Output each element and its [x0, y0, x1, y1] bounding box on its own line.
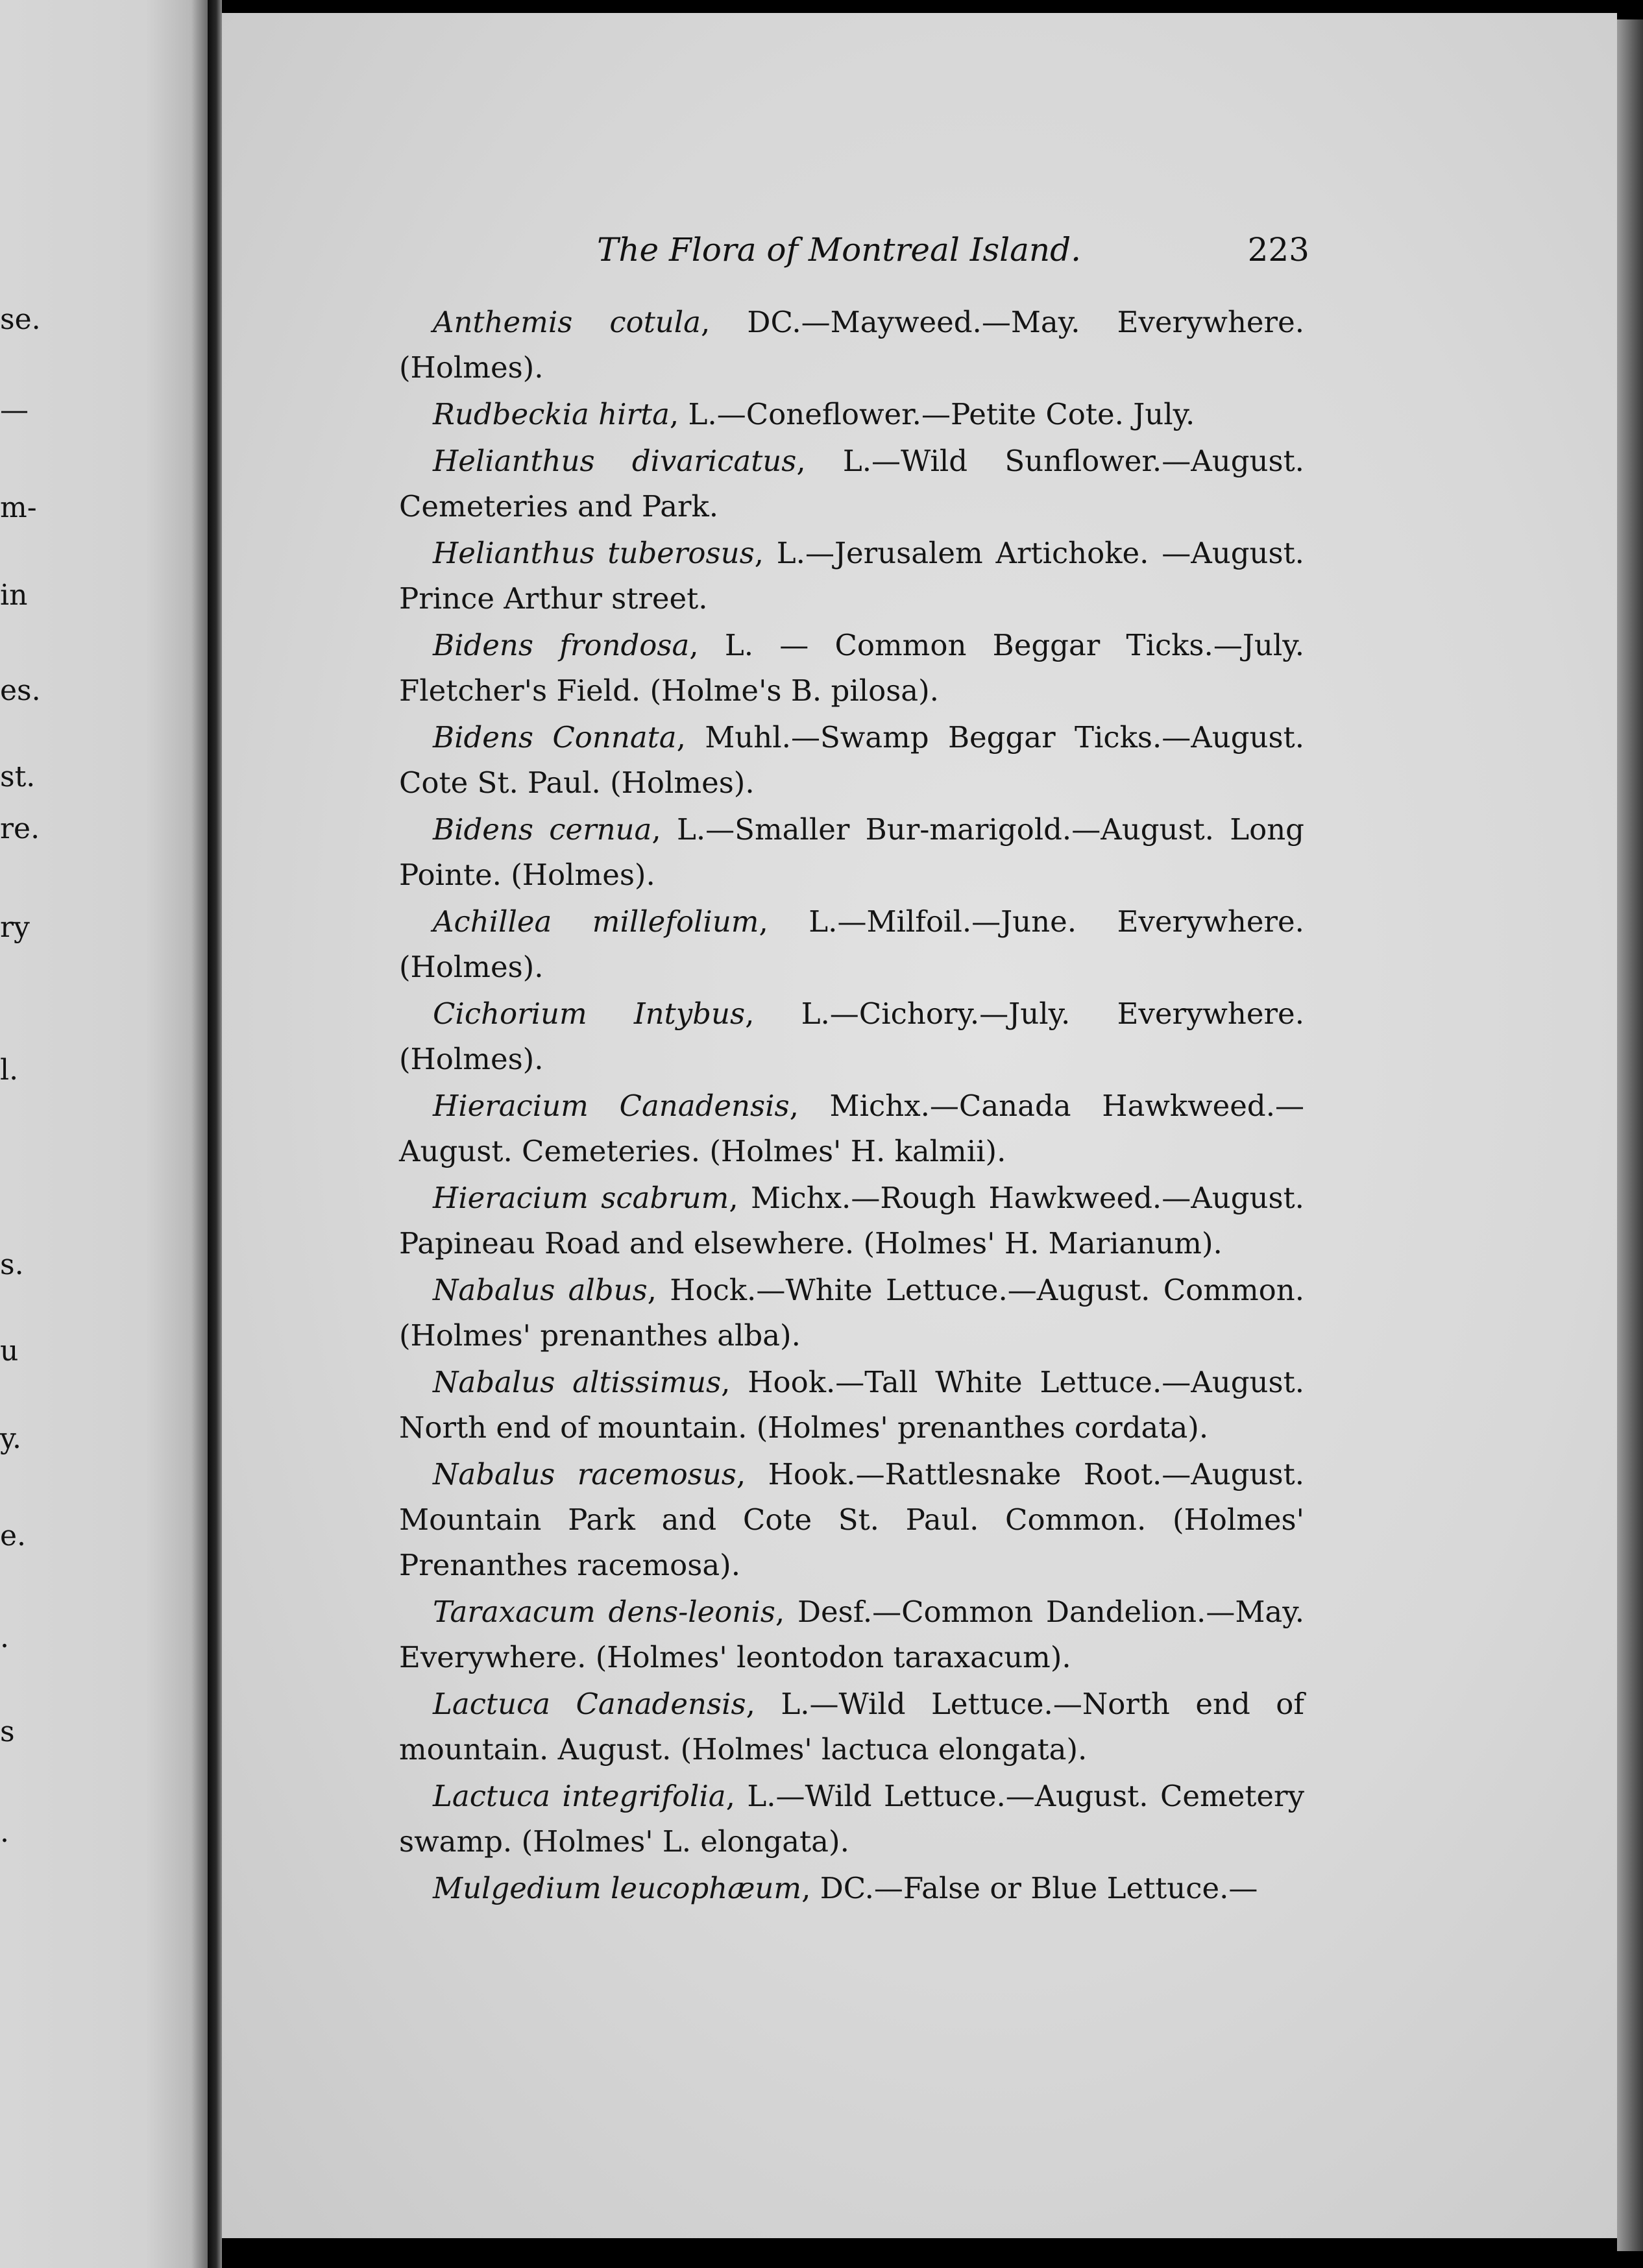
- species-description: , L.—Jerusalem Artichoke. —August. Prince Arthur street.: [399, 536, 1304, 616]
- species-description: , L.—Wild Lettuce.—August. Cemetery swamp. (Holmes' L. elongata).: [399, 1779, 1304, 1859]
- species-entry: [399, 1083, 1304, 1174]
- species-name: Achillea millefolium: [433, 904, 759, 939]
- species-entry: [399, 807, 1304, 898]
- species-list: [399, 300, 1304, 1912]
- species-name: Cichorium Intybus: [433, 996, 746, 1031]
- species-name: Rudbeckia hirta: [433, 397, 670, 431]
- page-edge-shadow: [1617, 19, 1643, 2251]
- species-entry: [399, 1774, 1304, 1864]
- species-description: , Desf.—Common Dandelion.—May. Everywhere. (Holmes' leontodon taraxacum).: [399, 1595, 1305, 1674]
- running-title: The Flora of Montreal Island.: [597, 231, 1082, 269]
- species-entry: [399, 991, 1304, 1082]
- facing-page-fragment: re.: [0, 812, 40, 845]
- species-entry: [399, 1176, 1304, 1266]
- species-name: Bidens cernua: [433, 812, 652, 847]
- facing-page-fragment: ry: [0, 911, 30, 944]
- species-entry: [399, 531, 1304, 621]
- facing-page-fragment: st.: [0, 760, 36, 793]
- species-entry: [399, 1452, 1304, 1588]
- species-description: , Michx.—Rough Hawkweed.—August. Papineau Road and elsewhere. (Holmes' H. Marianum).: [399, 1181, 1304, 1261]
- species-entry: [399, 392, 1304, 437]
- facing-page-fragment: y.: [0, 1422, 21, 1455]
- species-description: , L.—Smaller Bur-marigold.—August. Long Pointe. (Holmes).: [399, 812, 1304, 892]
- facing-page-fragment: es.: [0, 674, 41, 707]
- species-entry: [399, 715, 1304, 806]
- species-description: , DC.—False or Blue Lettuce.—: [801, 1871, 1258, 1905]
- facing-page-fragment: s.: [0, 1248, 24, 1281]
- facing-page-fragment: e.: [0, 1519, 27, 1552]
- species-name: Helianthus tuberosus: [433, 536, 755, 570]
- species-name: Bidens Connata: [433, 720, 677, 754]
- species-name: Anthemis cotula: [433, 305, 701, 339]
- species-entry: [399, 300, 1304, 391]
- species-name: Taraxacum dens-leonis: [433, 1595, 775, 1629]
- species-description: , L.—Wild Lettuce.—North end of mountain. August. (Holmes' lactuca elongata).: [399, 1687, 1304, 1767]
- facing-page-fragment: .: [0, 1816, 9, 1849]
- species-entry: [399, 899, 1304, 990]
- facing-page-fragment: l.: [0, 1054, 19, 1087]
- facing-page-fragment: s: [0, 1715, 15, 1748]
- species-entry: [399, 1268, 1304, 1358]
- species-description: , L.—Cichory.—July. Everywhere. (Holmes).: [399, 996, 1304, 1076]
- species-name: Lactuca integrifolia: [433, 1779, 726, 1813]
- species-description: , DC.—Mayweed.—May. Everywhere. (Holmes).: [399, 305, 1304, 385]
- species-name: Lactuca Canadensis: [433, 1687, 746, 1721]
- facing-page-fragment: in: [0, 579, 28, 612]
- species-description: , L.—Wild Sunflower.—August. Cemeteries and Park.: [399, 444, 1304, 524]
- page-number: 223: [1247, 231, 1309, 269]
- species-description: , L.—Coneflower.—Petite Cote. July.: [669, 397, 1195, 431]
- species-description: , Hook.—Tall White Lettuce.—August. North end of mountain. (Holmes' prenanthes cordata).: [399, 1365, 1304, 1445]
- facing-page-fragment: m-: [0, 491, 37, 524]
- facing-page-fragment: se.: [0, 303, 41, 336]
- facing-page-fragment: .: [0, 1621, 9, 1654]
- species-name: Nabalus racemosus: [433, 1457, 736, 1491]
- facing-page: [0, 0, 208, 2268]
- species-name: Hieracium scabrum: [433, 1181, 729, 1215]
- species-name: Helianthus divaricatus: [433, 444, 797, 478]
- species-name: Nabalus albus: [433, 1273, 648, 1307]
- species-name: Hieracium Canadensis: [433, 1089, 790, 1123]
- facing-page-fragment: u: [0, 1334, 19, 1368]
- species-description: , L.—Milfoil.—June. Everywhere. (Holmes).: [399, 904, 1304, 984]
- species-entry: [399, 1682, 1304, 1772]
- species-description: , L. — Common Beggar Ticks.—July. Fletcher's Field. (Holme's B. pilosa).: [399, 628, 1304, 708]
- species-description: , Muhl.—Swamp Beggar Ticks.—August. Cote St. Paul. (Holmes).: [399, 720, 1304, 800]
- facing-page-fragment: —: [0, 394, 29, 427]
- species-entry: [399, 1866, 1304, 1911]
- species-name: Bidens frondosa: [433, 628, 690, 662]
- species-description: , Hook.—Rattlesnake Root.—August. Mountain Park and Cote St. Paul. Common. (Holmes' Prenanthes racemosa).: [399, 1457, 1304, 1582]
- species-name: Mulgedium leucophæum: [433, 1871, 802, 1905]
- species-description: , Michx.—Canada Hawkweed.— August. Cemeteries. (Holmes' H. kalmii).: [399, 1089, 1305, 1168]
- species-description: , Hock.—White Lettuce.—August. Common. (Holmes' prenanthes alba).: [399, 1273, 1304, 1353]
- species-entry: [399, 439, 1304, 529]
- species-entry: [399, 623, 1304, 714]
- running-head: [396, 227, 1309, 272]
- species-name: Nabalus altissimus: [433, 1365, 722, 1399]
- species-entry: [399, 1360, 1304, 1451]
- book-gutter: [208, 0, 222, 2268]
- species-entry: [399, 1589, 1304, 1680]
